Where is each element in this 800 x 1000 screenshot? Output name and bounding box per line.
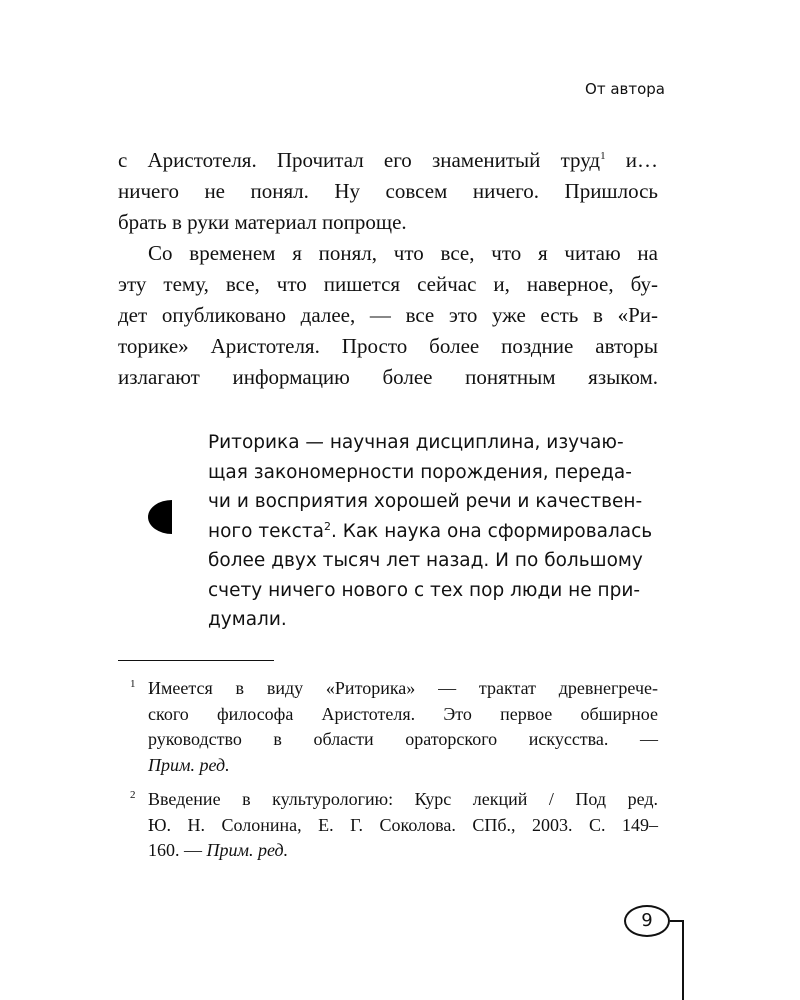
footnote-ref-1: 1 [600,150,606,162]
page-number: 9 [624,905,670,937]
footnote-line: Имеется в виду «Риторика» — трактат древнегрече- [148,678,658,698]
callout-quote [208,428,658,635]
footnotes [118,676,658,873]
footnote-number: 1 [130,678,136,690]
footnote-line [148,753,658,779]
running-head: От автора [585,80,665,98]
callout-line-text: . Как наука она сформировалась [330,520,653,542]
callout-line-text: ного текста [208,520,324,542]
footnote-line: ского философа Аристотеля. Это первое обширное [148,703,658,724]
callout-line: думали. [208,609,287,630]
body-line: эту тему, все, что пишется сейчас и, наверное, бу- [118,272,658,296]
callout-line [208,517,658,547]
body-line: брать в руки материал попроще. [118,210,407,234]
footnote-ref-2: 2 [323,519,331,533]
body-line: излагают информацию более понятным языком. [118,365,658,389]
footnote-number: 2 [130,789,136,801]
footnote-line: руководство в области ораторского искусства. — [148,729,658,749]
callout-line: счету ничего нового с тех пор люди не при- [208,579,641,601]
editor-note: Прим. ред. [206,840,289,860]
footnote-divider [118,660,274,661]
page-number-marker [620,900,700,1000]
callout-line: щая закономерности порождения, переда- [208,461,632,483]
footnote-1 [118,676,658,778]
body-line: ничего не понял. Ну совсем ничего. Пришлось [118,179,658,203]
body-line-text: с Аристотеля. Прочитал его знаменитый труд [118,148,601,172]
body-line: Со временем я понял, что все, что я читаю на [148,241,658,265]
editor-note: Прим. ред. [148,754,230,775]
body-text [118,145,658,393]
footnote-line: Ю. Н. Солонина, Е. Г. Соколова. СПб., 2003. С. 149– [148,814,658,835]
footnote-line-text: 160. — [148,840,207,860]
footnote-2 [118,787,658,864]
footnote-line: Введение в культурологию: Курс лекций / Под ред. [148,789,658,809]
body-line: дет опубликовано далее, — все это уже есть в «Ри- [118,303,658,327]
body-line: торике» Аристотеля. Просто более поздние авторы [118,334,658,358]
callout-line: более двух тысяч лет назад. И по большому [208,550,643,571]
half-circle-ornament-icon [148,500,172,534]
callout-line: Риторика — научная дисциплина, изучаю- [208,432,624,453]
footnote-line [148,838,658,864]
callout-line: чи и восприятия хорошей речи и качествен- [208,491,643,512]
body-line-text: и… [605,148,658,172]
page-marker-line [682,920,684,1000]
body-line [118,145,658,176]
